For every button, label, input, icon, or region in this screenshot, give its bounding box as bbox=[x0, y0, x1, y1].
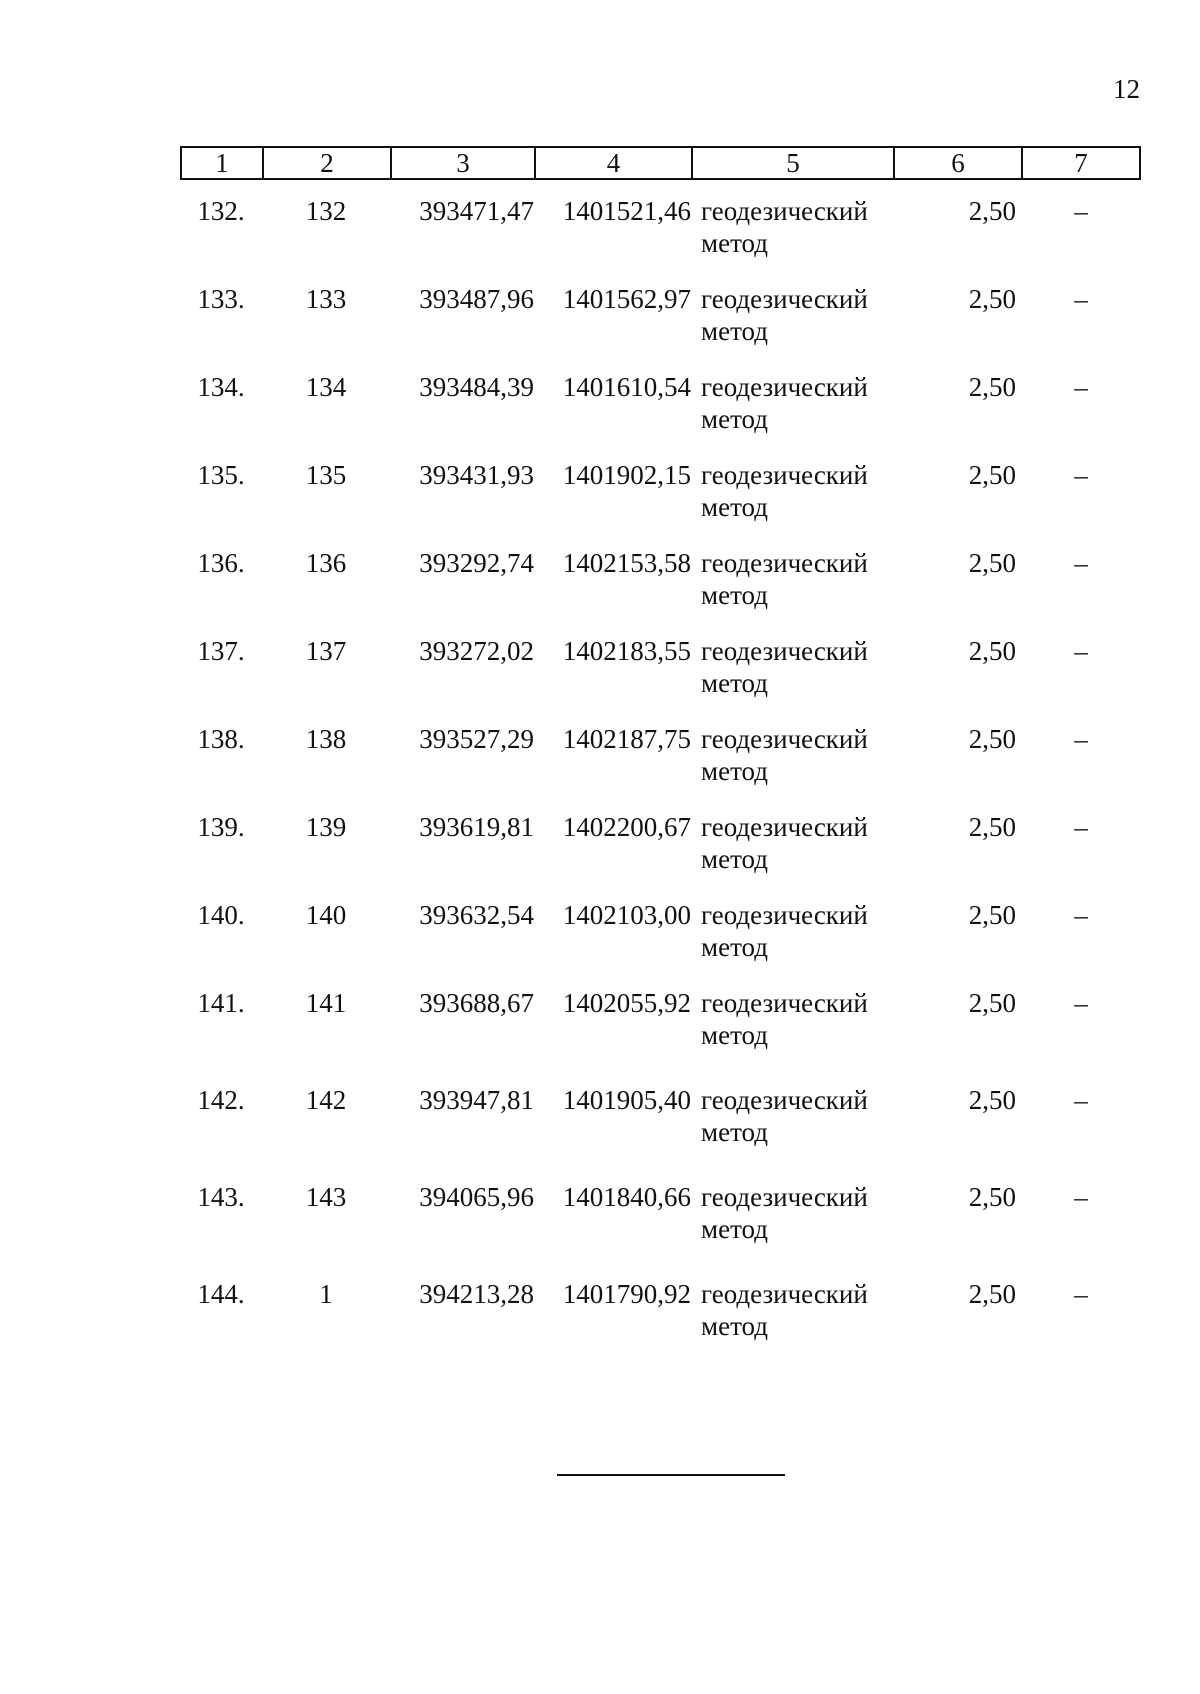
table-row bbox=[180, 1181, 1139, 1251]
coordinate-x: 393619,81 bbox=[419, 812, 534, 842]
table-row bbox=[180, 283, 1139, 353]
accuracy-value: 2,50 bbox=[968, 988, 1016, 1018]
accuracy-value: 2,50 bbox=[968, 724, 1016, 754]
point-number: 141 bbox=[305, 988, 347, 1018]
row-number: 132. bbox=[197, 196, 245, 226]
table-row bbox=[180, 723, 1139, 793]
accuracy-value: 2,50 bbox=[968, 1279, 1016, 1309]
coordinate-y: 1402153,58 bbox=[562, 548, 691, 578]
row-number: 140. bbox=[197, 900, 245, 930]
accuracy-value: 2,50 bbox=[968, 812, 1016, 842]
table-row bbox=[180, 811, 1139, 881]
header-col-5: 5 bbox=[692, 147, 894, 179]
point-number: 1 bbox=[319, 1279, 333, 1309]
method-line-2: метод bbox=[701, 1311, 768, 1341]
row-number: 136. bbox=[197, 548, 245, 578]
coordinate-x: 393947,81 bbox=[419, 1085, 534, 1115]
method-line-2: метод bbox=[701, 580, 768, 610]
table-row bbox=[180, 635, 1139, 705]
method-line-2: метод bbox=[701, 228, 768, 258]
method-line-2: метод bbox=[701, 756, 768, 786]
point-number: 134 bbox=[305, 372, 347, 402]
method-line-2: метод bbox=[701, 932, 768, 962]
coordinate-y: 1401902,15 bbox=[562, 460, 691, 490]
coordinate-x: 394065,96 bbox=[419, 1182, 534, 1212]
method-line-1: геодезический bbox=[701, 724, 868, 754]
accuracy-value: 2,50 bbox=[968, 196, 1016, 226]
end-separator-line bbox=[557, 1474, 785, 1476]
note-value: – bbox=[1074, 284, 1088, 314]
accuracy-value: 2,50 bbox=[968, 1085, 1016, 1115]
note-value: – bbox=[1074, 1182, 1088, 1212]
page-number: 12 bbox=[1113, 74, 1140, 104]
method-line-1: геодезический bbox=[701, 988, 868, 1018]
method-line-1: геодезический bbox=[701, 460, 868, 490]
coordinate-y: 1401562,97 bbox=[562, 284, 691, 314]
method-line-1: геодезический bbox=[701, 284, 868, 314]
method-line-1: геодезический bbox=[701, 548, 868, 578]
coordinate-x: 394213,28 bbox=[419, 1279, 534, 1309]
note-value: – bbox=[1074, 548, 1088, 578]
note-value: – bbox=[1074, 460, 1088, 490]
table-row bbox=[180, 899, 1139, 969]
note-value: – bbox=[1074, 196, 1088, 226]
row-number: 139. bbox=[197, 812, 245, 842]
row-number: 143. bbox=[197, 1182, 245, 1212]
method-line-1: геодезический bbox=[701, 812, 868, 842]
row-number: 133. bbox=[197, 284, 245, 314]
point-number: 133 bbox=[305, 284, 347, 314]
method-line-1: геодезический bbox=[701, 636, 868, 666]
point-number: 132 bbox=[305, 196, 347, 226]
point-number: 135 bbox=[305, 460, 347, 490]
coordinate-y: 1402103,00 bbox=[562, 900, 691, 930]
row-number: 144. bbox=[197, 1279, 245, 1309]
table-row bbox=[180, 459, 1139, 529]
accuracy-value: 2,50 bbox=[968, 372, 1016, 402]
header-col-4: 4 bbox=[535, 147, 692, 179]
coordinate-x: 393688,67 bbox=[419, 988, 534, 1018]
row-number: 137. bbox=[197, 636, 245, 666]
header-col-2: 2 bbox=[263, 147, 391, 179]
accuracy-value: 2,50 bbox=[968, 900, 1016, 930]
method-line-1: геодезический bbox=[701, 900, 868, 930]
method-line-2: метод bbox=[701, 316, 768, 346]
note-value: – bbox=[1074, 636, 1088, 666]
table-row bbox=[180, 1084, 1139, 1154]
coordinate-x: 393527,29 bbox=[419, 724, 534, 754]
coordinate-x: 393484,39 bbox=[419, 372, 534, 402]
table-row bbox=[180, 371, 1139, 441]
header-col-1: 1 bbox=[181, 147, 263, 179]
row-number: 134. bbox=[197, 372, 245, 402]
method-line-1: геодезический bbox=[701, 1279, 868, 1309]
accuracy-value: 2,50 bbox=[968, 636, 1016, 666]
header-col-3: 3 bbox=[391, 147, 535, 179]
row-number: 142. bbox=[197, 1085, 245, 1115]
table-row bbox=[180, 547, 1139, 617]
note-value: – bbox=[1074, 1279, 1088, 1309]
column-number-header bbox=[180, 146, 1141, 180]
accuracy-value: 2,50 bbox=[968, 1182, 1016, 1212]
method-line-2: метод bbox=[701, 1117, 768, 1147]
coordinate-x: 393431,93 bbox=[419, 460, 534, 490]
method-line-2: метод bbox=[701, 404, 768, 434]
note-value: – bbox=[1074, 812, 1088, 842]
point-number: 140 bbox=[305, 900, 347, 930]
table-row bbox=[180, 195, 1139, 265]
coordinate-y: 1401790,92 bbox=[562, 1279, 691, 1309]
point-number: 142 bbox=[305, 1085, 347, 1115]
row-number: 138. bbox=[197, 724, 245, 754]
method-line-1: геодезический bbox=[701, 1085, 868, 1115]
note-value: – bbox=[1074, 900, 1088, 930]
coordinate-x: 393292,74 bbox=[419, 548, 534, 578]
coordinate-y: 1401840,66 bbox=[562, 1182, 691, 1212]
method-line-2: метод bbox=[701, 668, 768, 698]
coordinate-y: 1401521,46 bbox=[562, 196, 691, 226]
coordinate-x: 393632,54 bbox=[419, 900, 534, 930]
coordinate-x: 393471,47 bbox=[419, 196, 534, 226]
method-line-2: метод bbox=[701, 844, 768, 874]
coordinate-y: 1402055,92 bbox=[562, 988, 691, 1018]
note-value: – bbox=[1074, 372, 1088, 402]
point-number: 137 bbox=[305, 636, 347, 666]
table-row bbox=[180, 987, 1139, 1057]
table-row bbox=[180, 1278, 1139, 1348]
point-number: 138 bbox=[305, 724, 347, 754]
coordinate-y: 1402200,67 bbox=[562, 812, 691, 842]
coordinate-y: 1401610,54 bbox=[562, 372, 691, 402]
note-value: – bbox=[1074, 724, 1088, 754]
method-line-2: метод bbox=[701, 492, 768, 522]
header-col-6: 6 bbox=[894, 147, 1022, 179]
note-value: – bbox=[1074, 988, 1088, 1018]
row-number: 135. bbox=[197, 460, 245, 490]
note-value: – bbox=[1074, 1085, 1088, 1115]
header-col-7: 7 bbox=[1022, 147, 1140, 179]
point-number: 136 bbox=[305, 548, 347, 578]
coordinate-y: 1402183,55 bbox=[562, 636, 691, 666]
method-line-1: геодезический bbox=[701, 196, 868, 226]
point-number: 143 bbox=[305, 1182, 347, 1212]
accuracy-value: 2,50 bbox=[968, 460, 1016, 490]
method-line-1: геодезический bbox=[701, 372, 868, 402]
method-line-2: метод bbox=[701, 1214, 768, 1244]
method-line-1: геодезический bbox=[701, 1182, 868, 1212]
coordinate-x: 393487,96 bbox=[419, 284, 534, 314]
coordinate-y: 1402187,75 bbox=[562, 724, 691, 754]
accuracy-value: 2,50 bbox=[968, 548, 1016, 578]
coordinate-x: 393272,02 bbox=[419, 636, 534, 666]
point-number: 139 bbox=[305, 812, 347, 842]
method-line-2: метод bbox=[701, 1020, 768, 1050]
row-number: 141. bbox=[197, 988, 245, 1018]
accuracy-value: 2,50 bbox=[968, 284, 1016, 314]
coordinate-y: 1401905,40 bbox=[562, 1085, 691, 1115]
